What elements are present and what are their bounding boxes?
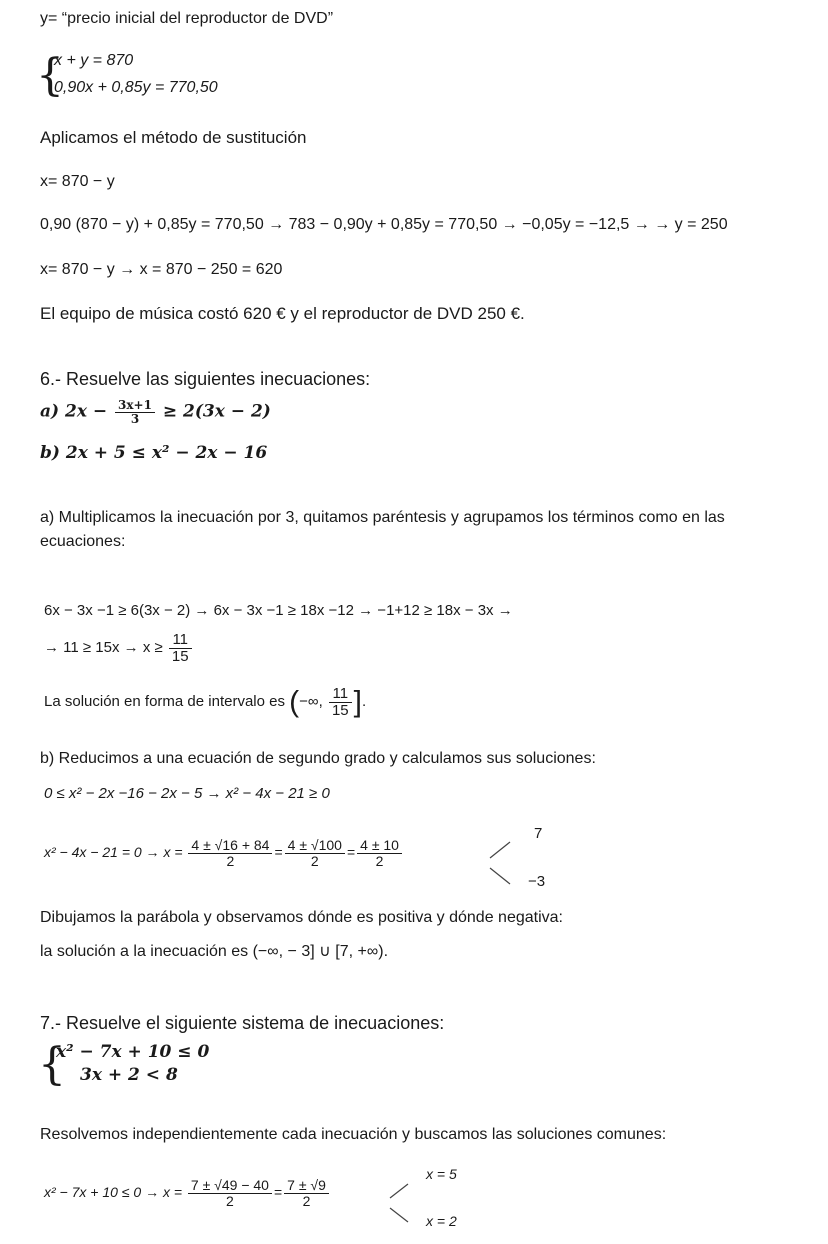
fraction-numerator: 7 ± √49 − 40 bbox=[188, 1178, 272, 1194]
interval-solution-a bbox=[44, 686, 366, 719]
branch-up bbox=[490, 842, 510, 858]
inequality-chain-1: 6x − 3x −1 ≥ 6(3x − 2) → 6x − 3x −1 ≥ 18x −12 → −1+12 ≥ 18x − 3x → bbox=[44, 602, 513, 619]
fraction-denominator: 2 bbox=[310, 852, 319, 869]
root-minus-3: −3 bbox=[528, 873, 546, 890]
quad-left: x² − 7x + 10 ≤ 0 → x = bbox=[44, 1183, 183, 1200]
text-line-x-value: x= 870 − y → x = 870 − 250 = 620 bbox=[40, 261, 283, 278]
solution-a-line-1: a) Multiplicamos la inecuación por 3, quitamos paréntesis y agrupamos los términos como en las bbox=[40, 509, 725, 526]
solution-a-line-2: ecuaciones: bbox=[40, 533, 126, 550]
quadratic-formula-7 bbox=[44, 1178, 331, 1208]
fraction-q2 bbox=[285, 838, 345, 868]
item-label-a: a) bbox=[40, 401, 60, 422]
branch-down bbox=[490, 868, 510, 884]
fraction-denominator: 2 bbox=[226, 1192, 234, 1209]
period: . bbox=[361, 693, 367, 711]
fraction-denominator: 2 bbox=[375, 852, 384, 869]
fraction-11-over-15 bbox=[329, 686, 352, 719]
fraction-denominator: 2 bbox=[302, 1192, 311, 1209]
equals: = bbox=[274, 843, 283, 860]
item-label-b: b) bbox=[40, 443, 60, 463]
fraction-numerator: 4 ± √100 bbox=[285, 838, 345, 854]
branch-up bbox=[390, 1184, 408, 1198]
fraction-denominator: 15 bbox=[171, 647, 189, 665]
open-paren: ( bbox=[289, 685, 300, 719]
system-ineq-2: 3x + 2 < 8 bbox=[80, 1065, 178, 1085]
fraction-11-over-15 bbox=[169, 632, 192, 665]
system-eq-1: x + y = 870 bbox=[54, 52, 134, 69]
fraction-q3 bbox=[357, 838, 402, 868]
branch-down bbox=[390, 1208, 408, 1222]
parabola-text: Dibujamos la parábola y observamos dónde es positiva y dónde negativa: bbox=[40, 909, 563, 926]
chain2-text: → 11 ≥ 15x → x ≥ bbox=[44, 639, 163, 657]
root-x-5: x = 5 bbox=[426, 1166, 457, 1182]
inequality-reduction: 0 ≤ x² − 2x −16 − 2x − 5 → x² − 4x − 21 ≥ 0 bbox=[44, 785, 330, 802]
text-line-equation-chain: 0,90 (870 − y) + 0,85y = 770,50 → 783 − 0,90y + 0,85y = 770,50 → −0,05y = −12,5 → → y = 250 bbox=[40, 216, 728, 233]
brace: { bbox=[38, 1039, 66, 1090]
final-solution-6b: la solución a la inecuación es (−∞, − 3] ∪ [7, +∞). bbox=[40, 943, 389, 960]
fraction-numerator: 4 ± √16 + 84 bbox=[188, 838, 272, 854]
system-eq-2: 0,90x + 0,85y = 770,50 bbox=[54, 79, 218, 96]
fraction-denominator: 15 bbox=[331, 701, 349, 719]
exercise-6a-statement bbox=[40, 399, 271, 425]
text-line-substitution: x= 870 − y bbox=[40, 173, 115, 190]
interval-text: La solución en forma de intervalo es bbox=[44, 693, 285, 711]
branch-lines-6b bbox=[488, 838, 518, 888]
fraction-numerator: 4 ± 10 bbox=[357, 838, 402, 854]
b-text: 2x + 5 ≤ x² − 2x − 16 bbox=[65, 443, 268, 463]
fraction-numerator: 7 ± √9 bbox=[284, 1178, 329, 1194]
exercise-7-title: 7.- Resuelve el siguiente sistema de inecuaciones: bbox=[40, 1013, 445, 1033]
brace: { bbox=[36, 50, 64, 101]
exercise-7-intro: Resolvemos independientemente cada inecuación y buscamos las soluciones comunes: bbox=[40, 1126, 667, 1143]
fraction-numerator: 11 bbox=[169, 632, 192, 649]
interval-left: −∞, bbox=[299, 693, 323, 711]
close-bracket: ] bbox=[353, 685, 362, 719]
fraction-denominator: 3 bbox=[130, 411, 140, 426]
exercise-6b-statement bbox=[40, 443, 267, 463]
a-left: 2x − bbox=[64, 401, 108, 422]
solution-b-intro: b) Reducimos a una ecuación de segundo grado y calculamos sus soluciones: bbox=[40, 750, 596, 767]
fraction-numerator: 3x+1 bbox=[115, 399, 155, 413]
text-line-method: Aplicamos el método de sustitución bbox=[40, 128, 307, 147]
equals: = bbox=[273, 1183, 283, 1200]
text-line-definition-y: y= “precio inicial del reproductor de DVD” bbox=[40, 10, 334, 27]
equals: = bbox=[346, 843, 356, 860]
root-7: 7 bbox=[534, 825, 543, 842]
system-ineq-1: x² − 7x + 10 ≤ 0 bbox=[56, 1042, 210, 1062]
exercise-6-title: 6.- Resuelve las siguientes inecuaciones: bbox=[40, 369, 371, 389]
fraction-denominator: 2 bbox=[226, 852, 235, 869]
fraction-3x1-over-3 bbox=[115, 399, 155, 425]
text-line-conclusion: El equipo de música costó 620 € y el reproductor de DVD 250 €. bbox=[40, 304, 525, 323]
a-right: ≥ 2(3x − 2) bbox=[162, 401, 271, 422]
root-x-2: x = 2 bbox=[426, 1213, 457, 1229]
quad-left: x² − 4x − 21 = 0 → x = bbox=[44, 843, 183, 860]
fraction-q1 bbox=[188, 1178, 272, 1208]
fraction-q1 bbox=[188, 838, 272, 868]
quadratic-formula-6b bbox=[44, 838, 404, 868]
branch-lines-7 bbox=[388, 1180, 418, 1226]
inequality-chain-2 bbox=[44, 632, 194, 665]
fraction-q2 bbox=[284, 1178, 329, 1208]
fraction-numerator: 11 bbox=[329, 686, 352, 703]
